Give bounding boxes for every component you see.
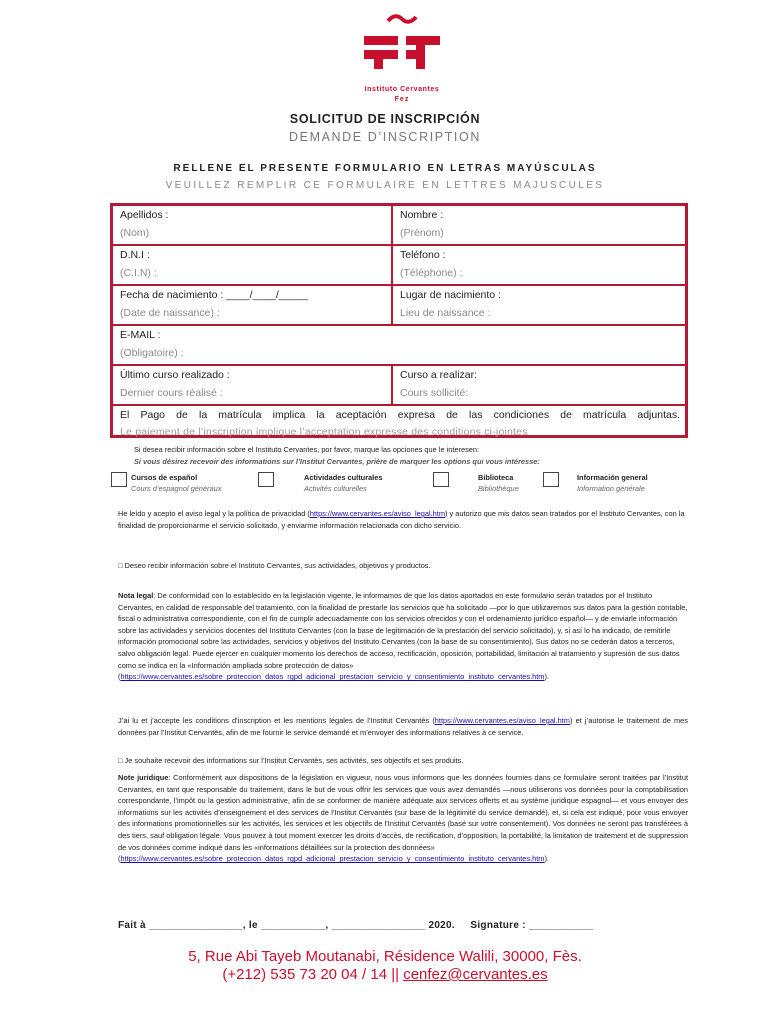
form-title-fr: DEMANDE D’INSCRIPTION	[289, 130, 481, 144]
signature-line[interactable]: Fait à ________________, le ___________, ________________ 2020. Signature : ___________	[118, 920, 594, 931]
note-juridique-label: Note juridique	[118, 773, 169, 782]
cin-label: (C.I.N) :	[120, 267, 157, 279]
date-naissance-label: (Date de naissance) :	[120, 307, 220, 319]
note-juridique-link[interactable]: https://www.cervantes.es/sobre_proteccion_datos_rgpd_adicional_prestacion_servicio_y_consentimiento_instituto_cervantes.htm	[120, 854, 545, 864]
option-label-es: Cursos de español	[131, 473, 198, 482]
checkbox-informacion-general[interactable]	[543, 472, 559, 487]
telefono-field[interactable]	[392, 245, 686, 285]
payment-text-es: El Pago de la matrícula implica la aceptación expresa de las condiciones de matrícula adjuntas.	[120, 409, 680, 421]
logo-text-city: Fez	[394, 96, 410, 103]
dni-field[interactable]	[112, 245, 392, 285]
dni-label: D.N.I :	[120, 249, 150, 261]
dernier-cours-label: Dernier cours réalisé :	[120, 387, 223, 399]
logo-text-institute: Instituto Cervantes	[364, 86, 440, 93]
option-label-es: Información general	[577, 473, 648, 482]
prenom-label: (Prénom)	[400, 227, 444, 239]
deseo-info-es[interactable]: □ Deseo recibir información sobre el Instituto Cervantes, sus actividades, objetivos y productos.	[118, 561, 431, 570]
option-label-fr: Bibliothèque	[478, 484, 519, 493]
lieu-naissance-label: Lieu de naissance :	[400, 307, 491, 319]
payment-text-fr: Le paiement de l’inscription implique l’acceptation expresse des conditions ci-jointes	[120, 426, 528, 438]
nota-legal-label: Nota legal	[118, 591, 154, 600]
note-juridique-text: : Conformément aux dispositions de la législation en vigueur, nous vous informons que les données fournies dans ce formulaire seront traitées par l’Institut Cervantes, en tant que responsable du traitement, dans le but de vous offrir les services que vous avez demandés —nous utiliserons vos données pour la comptabilisation correspondante, l’impôt ou la gestion administrative, afin de se conformer de manière adéquate aux services offerts et au système juridique espagnol— et vous envoyer des informations sur les activités d’enseignement et des services de l’Institut Cervantès (sur base de la légitimité du service demandé), et, si cela est indiqué, pour vous envoyer des informations promotionnelles sur les activités, les services et les objectifs de l’Institut Cervantès (basé sur votre consentement). Vos données ne seront pas transférées à des tiers, sauf obligation légale. Vous pouvez à tout moment exercer les droits d’accès, de rectification, d’opposition, la portabilité, la limitation de traitement et de suppression de vos données comme indiqué dans les «informations détaillées sur la protection des données»	[118, 773, 688, 852]
instructions-fr: VEUILLEZ REMPLIR CE FORMULAIRE EN LETTRES MAJUSCULES	[165, 180, 605, 191]
form-title-es: SOLICITUD DE INSCRIPCIÓN	[289, 112, 481, 126]
cervantes-emblem-icon	[360, 14, 444, 82]
lugar-nacimiento-field[interactable]	[392, 285, 686, 325]
fecha-nacimiento-label: Fecha de nacimiento : ____/____/_____	[120, 289, 308, 301]
footer-email-link[interactable]: cenfez@cervantes.es	[403, 966, 548, 983]
email-label: E-MAIL :	[120, 329, 161, 341]
ultimo-curso-field[interactable]	[112, 365, 392, 405]
option-actividades-culturales	[304, 472, 382, 494]
apellidos-field[interactable]	[112, 205, 392, 245]
note-juridique: Note juridique: Conformément aux dispositions de la législation en vigueur, nous vous informons que les données fournies dans ce formulaire seront traitées par l’Institut Cervantes, en tant que responsable du traitement, dans le but de vous offrir les services que vous avez demandés —nous utiliserons vos données pour la comptabilisation correspondante, l’impôt ou la gestion administrative, afin de se conformer de manière adéquate aux services offerts et au système juridique espagnol— et vous envoyer des informations sur les activités d’enseignement et des services de l’Institut Cervantès (sur base de la légitimité du service demandé), et, si cela est indiqué, pour vous envoyer des informations promotionnelles sur les activités, les services et les objectifs de l’Institut Cervantès (basé sur votre consentement). Vos données ne seront pas transférées à des tiers, sauf obligation légale. Vous pouvez à tout moment exercer les droits d’accès, de rectification, d’opposition, la portabilité, la limitation de traitement et de suppression de vos données comme indiqué dans les «informations détaillées sur la protection des données» (https://www.cervantes.es/sobre_proteccion_datos_rgpd_adicional_prestacion_servicio_y_consentimiento_instituto_cervantes.htm).	[118, 773, 688, 864]
curso-realizar-label: Curso a realizar:	[400, 369, 478, 381]
instituto-cervantes-logo	[352, 14, 452, 103]
nom-label: (Nom)	[120, 227, 150, 239]
option-label-es: Actividades culturales	[304, 473, 383, 482]
info-intro-es: Si desea recibir información sobre el Instituto Cervantes, por favor, marque las opciones que le interesen:	[134, 445, 480, 454]
registration-form	[110, 203, 688, 438]
deseo-info-fr[interactable]: □ Je souhaite recevoir des informations sur l’Institut Cervantès, ses activités, ses objectifs et ses produits.	[118, 756, 464, 765]
option-informacion-general	[577, 472, 648, 494]
instructions-es: RELLENE EL PRESENTE FORMULARIO EN LETRAS MAYÚSCULAS	[173, 163, 597, 174]
checkbox-actividades-culturales[interactable]	[258, 472, 274, 487]
telephone-label: (Téléphone) :	[400, 267, 463, 279]
option-label-es: Biblioteca	[478, 473, 514, 482]
nota-legal: Nota legal: De conformidad con lo establecido en la legislación vigente, le informamos de que los datos aportados en este formulario serán tratados por el Instituto Cervantes, en calidad de responsable del tratamiento, con la finalidad de prestarle los servicios que ha solicitado —por lo que utilizaremos sus datos para la gestión contable, fiscal o administrativa correspondiente, con el fin de cumplir adecuadamente con los servicios ofrecidos y con el ordenamiento jurídico español— y de enviarle información sobre las actividades y servicios docentes del Instituto Cervantes (con la base de legitimación de la prestación del servicio solicitado), y, si así lo ha indicado, de remitirle información promocional sobre las actividades, servicios y objetivos del Instituto Cervantes (con la base de su consentimiento). Sus datos no se cederán datos a terceros, salvo obligación legal. Puede ejercer en cualquier momento los derechos de acceso, rectificación, oposición, portabilidad, limitación al tratamiento y supresión de sus datos como se indica en la «Información ampliada sobre protección de datos» (https://www.cervantes.es/sobre_proteccion_datos_rgpd_adicional_prestacion_servicio_y_consentimiento_instituto_cervantes.htm).	[118, 591, 688, 682]
option-label-fr: Cours d’espagnol généraux	[131, 484, 222, 493]
consent-fr-end: ) et j’autorise le traitement de mes données par l’Institut Cervantès, afin de me fournir le service demandé et m’envoyer des informations relatives à ce service.	[118, 716, 688, 737]
payment-conditions	[112, 405, 686, 436]
apellidos-label: Apellidos :	[120, 209, 169, 221]
curso-realizar-field[interactable]	[392, 365, 686, 405]
lugar-nacimiento-label: Lugar de nacimiento :	[400, 289, 501, 301]
ultimo-curso-label: Último curso realizado :	[120, 369, 230, 381]
consent-text-fr	[118, 715, 688, 738]
consent-es-start: He leído y acepto el aviso legal y la política de privacidad (	[118, 509, 310, 518]
footer-address: 5, Rue Abi Tayeb Moutanabi, Résidence Walili, 30000, Fès.	[188, 948, 582, 965]
checkbox-cursos-espanol[interactable]	[111, 472, 127, 487]
consent-fr-start: J’ai lu et j’accepte les conditions d’inscription et les mentions légales de l’Institut Cervantès (	[118, 716, 435, 725]
obligatoire-label: (Obligatoire) :	[120, 347, 184, 359]
option-label-fr: Information générale	[577, 484, 645, 493]
consent-es-end: ) y autorizo que mis datos sean tratados por el Instituto Cervantes, con la finalidad de proporcionarme el servicio solicitado, y enviarme información relacionada con dicho servicio.	[118, 509, 685, 530]
fecha-nacimiento-field[interactable]	[112, 285, 392, 325]
cours-sollicite-label: Cours sollicité:	[400, 387, 469, 399]
aviso-legal-link-es[interactable]: https://www.cervantes.es/aviso_legal.htm	[309, 509, 446, 518]
nombre-label: Nombre :	[400, 209, 444, 221]
consent-text-es	[118, 508, 686, 531]
option-biblioteca	[478, 472, 519, 494]
email-field[interactable]	[112, 325, 686, 365]
option-cursos-espanol	[131, 472, 221, 494]
option-label-fr: Activités culturelles	[304, 484, 367, 493]
footer-contact	[0, 966, 770, 983]
nota-legal-link[interactable]: https://www.cervantes.es/sobre_proteccion_datos_rgpd_adicional_prestacion_servicio_y_consentimiento_instituto_cervantes.htm	[120, 672, 545, 682]
nombre-field[interactable]	[392, 205, 686, 245]
info-intro-fr: Si vous désirez recevoir des informations sur l’Institut Cervantes, prière de marquer les options qui vous intéresse:	[134, 457, 540, 466]
checkbox-biblioteca[interactable]	[433, 472, 449, 487]
telefono-label: Teléfono :	[400, 249, 446, 261]
nota-legal-text: : De conformidad con lo establecido en la legislación vigente, le informamos de que los datos aportados en este formulario serán tratados por el Instituto Cervantes, en calidad de responsable del tratamiento, con la finalidad de prestarle los servicios que ha solicitado —por lo que utilizaremos sus datos para la gestión contable, fiscal o administrativa correspondiente, con el fin de cumplir adecuadamente con los servicios ofrecidos y con el ordenamiento jurídico español— y de enviarle información sobre las actividades y servicios docentes del Instituto Cervantes (con la base de legitimación de la prestación del servicio solicitado), y, si así lo ha indicado, de remitirle información promocional sobre las actividades, servicios y objetivos del Instituto Cervantes (con la base de su consentimiento). Sus datos no se cederán datos a terceros, salvo obligación legal. Puede ejercer en cualquier momento los derechos de acceso, rectificación, oposición, portabilidad, limitación al tratamiento y supresión de sus datos como se indica en la «Información ampliada sobre protección de datos»	[118, 591, 688, 670]
footer-phone: (+212) 535 73 20 04 / 14 ||	[222, 966, 400, 983]
aviso-legal-link-fr[interactable]: https://www.cervantes.es/aviso_legal.htm	[434, 716, 570, 725]
